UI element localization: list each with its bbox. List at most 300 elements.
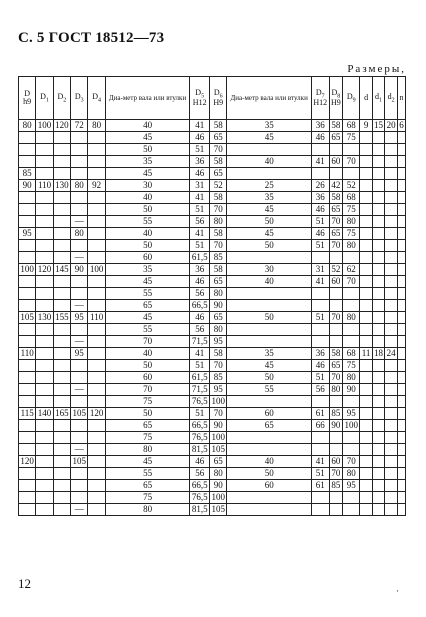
table-cell: 36 bbox=[190, 156, 210, 168]
table-cell: 65 bbox=[329, 228, 342, 240]
table-cell bbox=[227, 168, 312, 180]
table-cell bbox=[385, 336, 398, 348]
table-cell bbox=[372, 408, 385, 420]
table-cell bbox=[71, 420, 88, 432]
table-cell bbox=[372, 264, 385, 276]
table-cell: 55 bbox=[227, 384, 312, 396]
table-cell: 45 bbox=[105, 168, 190, 180]
table-cell bbox=[372, 300, 385, 312]
table-cell: 51 bbox=[190, 408, 210, 420]
table-cell: 58 bbox=[329, 348, 342, 360]
table-cell: 70 bbox=[343, 456, 360, 468]
table-cell bbox=[329, 300, 342, 312]
table-cell: 90 bbox=[210, 480, 227, 492]
table-cell: 41 bbox=[190, 192, 210, 204]
table-cell bbox=[397, 396, 405, 408]
table-row bbox=[19, 276, 406, 288]
table-cell: 70 bbox=[105, 336, 190, 348]
table-cell: 40 bbox=[227, 156, 312, 168]
column-header: D h9 bbox=[19, 77, 36, 120]
table-cell: 75 bbox=[105, 396, 190, 408]
table-cell bbox=[36, 252, 53, 264]
table-cell bbox=[311, 144, 329, 156]
table-cell: 61 bbox=[311, 408, 329, 420]
table-cell bbox=[385, 144, 398, 156]
table-cell bbox=[88, 324, 105, 336]
table-cell bbox=[360, 216, 372, 228]
table-cell bbox=[329, 444, 342, 456]
table-cell bbox=[372, 276, 385, 288]
table-cell bbox=[372, 288, 385, 300]
table-cell: 50 bbox=[105, 144, 190, 156]
table-cell: 24 bbox=[386, 348, 396, 358]
table-cell bbox=[53, 228, 70, 240]
table-cell: 85 bbox=[329, 408, 342, 420]
table-cell: 62 bbox=[343, 264, 360, 276]
table-row bbox=[19, 264, 406, 276]
table-cell: 50 bbox=[105, 360, 190, 372]
table-cell bbox=[360, 444, 372, 456]
table-cell bbox=[360, 300, 372, 312]
table-cell bbox=[385, 396, 398, 408]
table-cell bbox=[36, 504, 53, 516]
table-cell bbox=[360, 276, 372, 288]
table-cell: 61 bbox=[311, 480, 329, 492]
table-cell bbox=[360, 168, 372, 180]
table-cell: 140 bbox=[37, 408, 52, 418]
table-cell bbox=[19, 324, 36, 336]
table-cell bbox=[397, 216, 405, 228]
table-cell bbox=[88, 372, 105, 384]
table-cell bbox=[19, 420, 36, 432]
table-cell bbox=[19, 432, 36, 444]
table-cell bbox=[53, 456, 70, 468]
table-cell: 52 bbox=[210, 180, 227, 192]
table-cell: 70 bbox=[329, 372, 342, 384]
table-cell bbox=[88, 336, 105, 348]
table-cell bbox=[343, 144, 360, 156]
table-cell bbox=[88, 300, 105, 312]
table-cell: 56 bbox=[190, 324, 210, 336]
table-cell: 95 bbox=[343, 408, 360, 420]
table-cell bbox=[372, 456, 385, 468]
table-cell bbox=[71, 372, 88, 384]
table-cell: 58 bbox=[210, 156, 227, 168]
table-cell: 61,5 bbox=[191, 252, 208, 262]
table-row bbox=[19, 120, 406, 132]
table-cell: 130 bbox=[37, 312, 52, 322]
table-cell bbox=[311, 504, 329, 516]
table-cell: 50 bbox=[105, 408, 190, 420]
column-header: $d_1$ bbox=[372, 77, 385, 120]
table-cell: 58 bbox=[210, 348, 227, 360]
table-cell bbox=[88, 276, 105, 288]
table-cell bbox=[360, 312, 372, 324]
table-cell bbox=[19, 384, 36, 396]
table-cell bbox=[360, 132, 372, 144]
table-cell: 58 bbox=[329, 120, 342, 132]
table-cell bbox=[53, 132, 70, 144]
table-cell bbox=[227, 144, 312, 156]
table-cell: 66,5 bbox=[191, 420, 208, 430]
table-cell bbox=[360, 456, 372, 468]
table-cell bbox=[397, 288, 405, 300]
table-cell bbox=[19, 276, 36, 288]
table-cell: 120 bbox=[89, 408, 104, 418]
table-row bbox=[19, 348, 406, 360]
table-cell bbox=[372, 204, 385, 216]
table-cell bbox=[372, 336, 385, 348]
table-cell bbox=[88, 240, 105, 252]
table-cell: 70 bbox=[329, 312, 342, 324]
table-cell bbox=[372, 468, 385, 480]
table-cell bbox=[36, 456, 53, 468]
table-cell: 80 bbox=[210, 468, 227, 480]
table-cell bbox=[71, 396, 88, 408]
table-cell: 45 bbox=[105, 276, 190, 288]
table-cell bbox=[88, 456, 105, 468]
table-cell: 80 bbox=[329, 384, 342, 396]
table-cell: 18 bbox=[374, 348, 384, 358]
table-cell bbox=[372, 132, 385, 144]
table-cell bbox=[372, 216, 385, 228]
table-cell: 6 bbox=[399, 120, 404, 130]
table-cell bbox=[88, 420, 105, 432]
table-cell: 90 bbox=[210, 300, 227, 312]
table-cell bbox=[71, 276, 88, 288]
table-cell bbox=[36, 324, 53, 336]
table-cell: 61,5 bbox=[191, 372, 208, 382]
table-cell bbox=[360, 228, 372, 240]
table-cell bbox=[372, 384, 385, 396]
table-cell bbox=[88, 204, 105, 216]
table-cell bbox=[227, 444, 312, 456]
table-cell: 40 bbox=[105, 348, 190, 360]
table-cell bbox=[311, 336, 329, 348]
table-cell bbox=[360, 240, 372, 252]
table-cell bbox=[397, 324, 405, 336]
table-cell bbox=[397, 132, 405, 144]
table-cell bbox=[397, 456, 405, 468]
column-header: $D_3$ bbox=[71, 77, 88, 120]
table-cell: 46 bbox=[311, 132, 329, 144]
table-cell: 80 bbox=[210, 288, 227, 300]
table-cell bbox=[36, 300, 53, 312]
table-cell bbox=[311, 324, 329, 336]
table-cell: 45 bbox=[227, 228, 312, 240]
table-cell: 70 bbox=[343, 276, 360, 288]
table-cell: 80 bbox=[71, 180, 88, 192]
table-cell bbox=[397, 144, 405, 156]
table-cell bbox=[71, 240, 88, 252]
table-cell bbox=[19, 144, 36, 156]
table-cell bbox=[397, 168, 405, 180]
table-cell: 80 bbox=[88, 120, 105, 132]
table-cell bbox=[71, 132, 88, 144]
table-cell bbox=[227, 252, 312, 264]
table-cell bbox=[71, 468, 88, 480]
table-cell bbox=[88, 492, 105, 504]
table-cell bbox=[71, 480, 88, 492]
table-cell: 80 bbox=[71, 228, 88, 240]
table-cell: 70 bbox=[343, 156, 360, 168]
table-cell: 58 bbox=[210, 228, 227, 240]
table-cell: 58 bbox=[210, 264, 227, 276]
table-cell: 75 bbox=[343, 132, 360, 144]
table-cell: 45 bbox=[227, 204, 312, 216]
table-cell: 80 bbox=[210, 216, 227, 228]
table-row bbox=[19, 156, 406, 168]
table-row bbox=[19, 216, 406, 228]
table-cell: 155 bbox=[55, 312, 69, 322]
table-cell: 100 bbox=[20, 264, 34, 274]
table-row bbox=[19, 360, 406, 372]
table-cell: 65 bbox=[227, 420, 312, 432]
table-cell: 51 bbox=[311, 216, 329, 228]
table-cell: — bbox=[71, 384, 88, 396]
table-cell: 55 bbox=[105, 216, 190, 228]
table-cell: 80 bbox=[343, 468, 360, 480]
table-cell bbox=[385, 168, 398, 180]
table-cell bbox=[385, 300, 398, 312]
table-cell: 95 bbox=[19, 228, 36, 240]
column-header: Диа-метр вала или втулки bbox=[227, 77, 312, 120]
table-cell bbox=[343, 492, 360, 504]
table-cell bbox=[311, 432, 329, 444]
page-number: 12 bbox=[18, 576, 31, 591]
table-cell bbox=[372, 360, 385, 372]
table-cell bbox=[19, 480, 36, 492]
table-cell: 95 bbox=[210, 384, 227, 396]
table-cell bbox=[53, 444, 70, 456]
table-cell: 80 bbox=[210, 324, 227, 336]
table-cell: 35 bbox=[227, 192, 312, 204]
table-row bbox=[19, 168, 406, 180]
table-cell: 76,5 bbox=[191, 492, 208, 502]
table-cell: 130 bbox=[55, 180, 69, 190]
table-cell: 70 bbox=[210, 408, 227, 420]
table-cell: 65 bbox=[105, 480, 190, 492]
table-cell bbox=[311, 288, 329, 300]
table-cell: — bbox=[71, 216, 88, 228]
table-cell: 45 bbox=[105, 456, 190, 468]
table-cell bbox=[385, 324, 398, 336]
table-cell: 81,5 bbox=[191, 444, 208, 454]
table-cell bbox=[372, 252, 385, 264]
table-cell: 60 bbox=[329, 456, 342, 468]
table-cell bbox=[36, 240, 53, 252]
table-cell: 80 bbox=[343, 372, 360, 384]
table-cell: 51 bbox=[190, 204, 210, 216]
table-cell bbox=[71, 204, 88, 216]
table-cell: 80 bbox=[105, 444, 190, 456]
table-cell bbox=[53, 324, 70, 336]
table-cell: 70 bbox=[329, 468, 342, 480]
table-cell bbox=[372, 396, 385, 408]
table-cell bbox=[329, 144, 342, 156]
table-cell: 70 bbox=[210, 204, 227, 216]
table-cell bbox=[385, 408, 398, 420]
table-row bbox=[19, 420, 406, 432]
table-cell: 50 bbox=[227, 216, 312, 228]
table-cell: 50 bbox=[227, 312, 312, 324]
column-header: $D_8$ H9 bbox=[329, 77, 342, 120]
table-cell: 100 bbox=[211, 492, 225, 502]
table-cell bbox=[311, 252, 329, 264]
table-cell bbox=[360, 432, 372, 444]
table-cell bbox=[360, 468, 372, 480]
table-row bbox=[19, 504, 406, 516]
table-cell bbox=[88, 384, 105, 396]
table-cell: 105 bbox=[72, 456, 86, 466]
table-cell: 46 bbox=[190, 168, 210, 180]
table-cell bbox=[36, 168, 53, 180]
table-cell: 66,5 bbox=[191, 480, 208, 490]
table-cell bbox=[397, 468, 405, 480]
table-cell bbox=[36, 444, 53, 456]
table-cell: 58 bbox=[210, 192, 227, 204]
table-cell: 36 bbox=[311, 348, 329, 360]
table-cell: 65 bbox=[105, 420, 190, 432]
table-cell: 100 bbox=[344, 420, 358, 430]
table-cell: 90 bbox=[19, 180, 36, 192]
table-cell bbox=[329, 432, 342, 444]
table-header-row bbox=[19, 77, 406, 120]
table-cell: 50 bbox=[105, 240, 190, 252]
table-cell bbox=[385, 480, 398, 492]
table-cell: 42 bbox=[329, 180, 342, 192]
table-cell bbox=[19, 216, 36, 228]
table-cell: 45 bbox=[227, 360, 312, 372]
table-cell: 120 bbox=[20, 456, 34, 466]
table-cell: 51 bbox=[311, 240, 329, 252]
table-cell bbox=[360, 408, 372, 420]
table-cell: 26 bbox=[311, 180, 329, 192]
table-cell bbox=[88, 228, 105, 240]
table-cell bbox=[19, 132, 36, 144]
table-cell bbox=[36, 396, 53, 408]
table-cell bbox=[53, 168, 70, 180]
table-cell bbox=[372, 324, 385, 336]
table-cell: 75 bbox=[105, 432, 190, 444]
table-cell: 70 bbox=[210, 240, 227, 252]
table-cell bbox=[88, 468, 105, 480]
table-cell: 55 bbox=[105, 468, 190, 480]
table-cell: 100 bbox=[211, 432, 225, 442]
table-cell bbox=[343, 504, 360, 516]
table-cell bbox=[385, 180, 398, 192]
table-cell bbox=[53, 396, 70, 408]
table-cell: 30 bbox=[227, 264, 312, 276]
table-cell bbox=[397, 300, 405, 312]
table-cell bbox=[385, 228, 398, 240]
table-row bbox=[19, 288, 406, 300]
table-cell bbox=[53, 336, 70, 348]
table-cell bbox=[53, 144, 70, 156]
table-row bbox=[19, 228, 406, 240]
table-cell: 65 bbox=[210, 132, 227, 144]
table-cell bbox=[36, 132, 53, 144]
table-cell: 110 bbox=[88, 312, 105, 324]
table-cell bbox=[19, 372, 36, 384]
table-cell bbox=[360, 204, 372, 216]
table-cell: 72 bbox=[71, 120, 88, 132]
column-header: $D_4$ bbox=[88, 77, 105, 120]
table-row bbox=[19, 384, 406, 396]
table-cell bbox=[343, 324, 360, 336]
table-cell: 71,5 bbox=[191, 384, 208, 394]
table-cell bbox=[397, 276, 405, 288]
table-cell bbox=[88, 168, 105, 180]
table-cell: 20 bbox=[386, 120, 396, 130]
table-row bbox=[19, 480, 406, 492]
table-cell bbox=[360, 144, 372, 156]
table-cell: 76,5 bbox=[191, 396, 208, 406]
table-cell bbox=[397, 336, 405, 348]
table-cell: 35 bbox=[105, 156, 190, 168]
table-cell bbox=[397, 420, 405, 432]
table-cell: 85 bbox=[329, 480, 342, 492]
table-cell bbox=[36, 492, 53, 504]
table-cell: 45 bbox=[105, 312, 190, 324]
table-cell bbox=[360, 324, 372, 336]
table-cell bbox=[36, 288, 53, 300]
table-cell bbox=[19, 156, 36, 168]
table-cell bbox=[53, 156, 70, 168]
table-cell bbox=[397, 228, 405, 240]
table-row bbox=[19, 408, 406, 420]
table-cell: 46 bbox=[190, 312, 210, 324]
table-cell: 60 bbox=[105, 252, 190, 264]
table-cell: 66,5 bbox=[191, 300, 208, 310]
table-cell: 85 bbox=[19, 168, 36, 180]
table-cell bbox=[360, 156, 372, 168]
table-cell: 45 bbox=[227, 132, 312, 144]
table-cell bbox=[360, 420, 372, 432]
table-cell bbox=[19, 396, 36, 408]
table-cell bbox=[385, 132, 398, 144]
table-cell: 51 bbox=[190, 360, 210, 372]
column-header: $D_7$ H12 bbox=[311, 77, 329, 120]
table-row bbox=[19, 372, 406, 384]
table-cell bbox=[53, 384, 70, 396]
table-cell bbox=[385, 264, 398, 276]
table-cell bbox=[88, 252, 105, 264]
table-cell bbox=[311, 300, 329, 312]
table-cell bbox=[385, 420, 398, 432]
table-cell: 40 bbox=[105, 192, 190, 204]
table-row bbox=[19, 324, 406, 336]
table-cell bbox=[36, 480, 53, 492]
table-cell: 75 bbox=[343, 360, 360, 372]
table-cell bbox=[36, 432, 53, 444]
table-cell bbox=[372, 240, 385, 252]
table-row bbox=[19, 144, 406, 156]
column-header: $D_5$ H12 bbox=[190, 77, 210, 120]
table-cell bbox=[343, 336, 360, 348]
table-cell: 80 bbox=[343, 216, 360, 228]
table-cell bbox=[397, 432, 405, 444]
table-cell: 60 bbox=[329, 156, 342, 168]
table-cell: 145 bbox=[55, 264, 69, 274]
table-row bbox=[19, 180, 406, 192]
table-cell: 15 bbox=[374, 120, 384, 130]
table-cell: 60 bbox=[227, 480, 312, 492]
table-cell: 36 bbox=[190, 264, 210, 276]
table-cell bbox=[397, 192, 405, 204]
table-cell bbox=[385, 492, 398, 504]
table-cell: 41 bbox=[311, 456, 329, 468]
